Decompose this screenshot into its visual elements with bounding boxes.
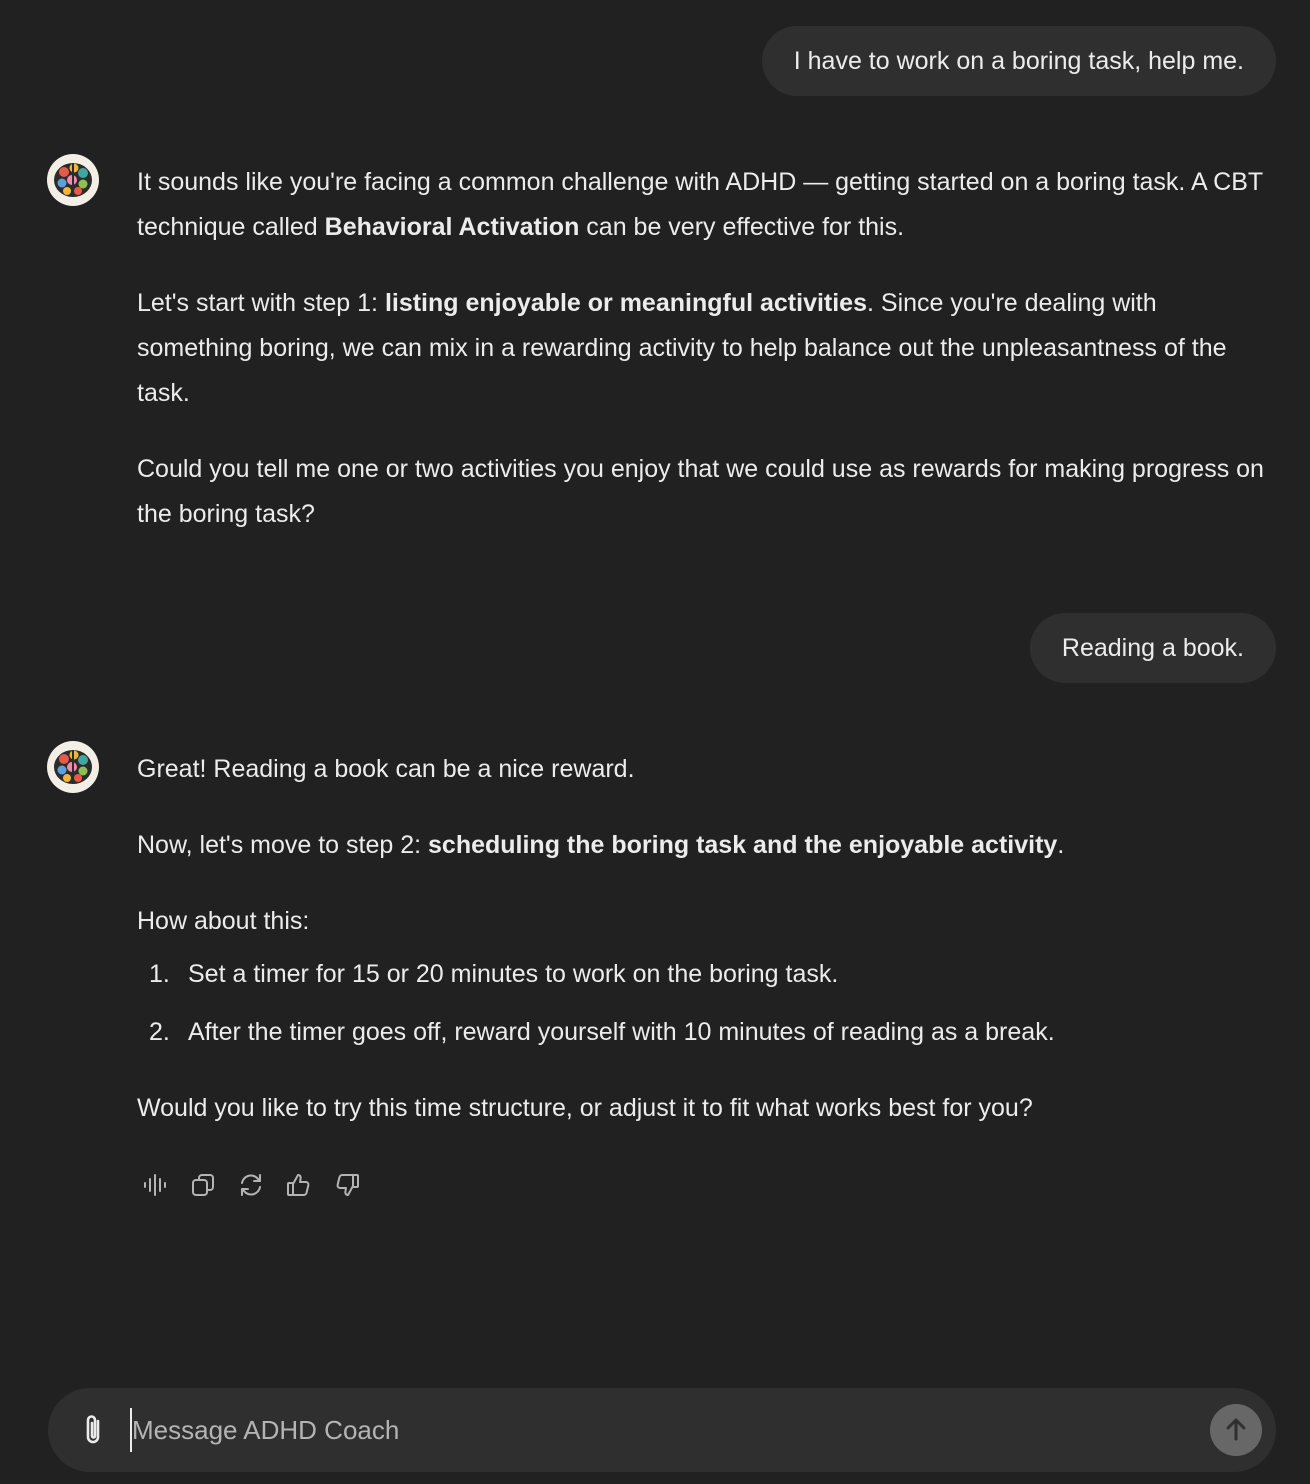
regenerate-button[interactable] [233,1167,269,1203]
message-composer [48,1388,1276,1472]
user-message-text: I have to work on a boring task, help me. [793,46,1244,75]
list-number: 1. [149,960,170,988]
text-span: It sounds like you're facing a common challenge with ADHD — getting started on a boring task. A CBT technique called [137,168,1263,241]
brain-icon [50,157,96,203]
assistant-paragraph [137,823,1277,868]
list-item [137,952,1277,997]
message-input[interactable] [130,1408,1190,1452]
bold-text: Behavioral Activation [324,213,580,241]
read-aloud-icon [141,1171,169,1199]
thumbs-up-button[interactable] [281,1167,317,1203]
bold-text: listing enjoyable or meaningful activities [384,289,867,317]
assistant-paragraph [137,160,1277,250]
assistant-paragraph [137,281,1277,416]
read-aloud-button[interactable] [137,1167,173,1203]
thumbs-down-button[interactable] [329,1167,365,1203]
thumbs-down-icon [333,1171,361,1199]
text-span: can be very effective for this. [579,213,905,241]
assistant-message [137,160,1277,568]
list-number: 2. [149,1018,170,1046]
assistant-paragraph: Could you tell me one or two activities you enjoy that we could use as rewards for making progress on the boring task? [137,455,1264,528]
copy-icon [189,1171,217,1199]
assistant-paragraph: Great! Reading a book can be a nice reward. [137,755,635,783]
bold-text: scheduling the boring task and the enjoyable activity [428,831,1058,859]
copy-button[interactable] [185,1167,221,1203]
list-item-text: After the timer goes off, reward yourself with 10 minutes of reading as a break. [188,1018,1055,1046]
paperclip-icon [80,1412,108,1448]
text-span: Now, let's move to step 2: [137,831,429,859]
user-message [762,26,1276,96]
arrow-up-icon [1222,1416,1250,1444]
assistant-paragraph: How about this: [137,907,310,935]
list-item [137,1010,1277,1055]
regenerate-icon [237,1171,265,1199]
text-span: Let's start with step 1: [137,289,385,317]
attach-button[interactable] [76,1410,112,1450]
assistant-avatar [47,154,99,206]
text-span: . [1057,831,1065,859]
thumbs-up-icon [285,1171,313,1199]
list-item-text: Set a timer for 15 or 20 minutes to work on the boring task. [188,960,839,988]
assistant-message [137,747,1277,1162]
message-actions [137,1167,365,1203]
user-message-text: Reading a book. [1061,633,1244,662]
brain-icon [50,744,96,790]
assistant-avatar [47,741,99,793]
steps-list [137,952,1277,1055]
send-button[interactable] [1210,1404,1262,1456]
assistant-paragraph: Would you like to try this time structure, or adjust it to fit what works best for you? [137,1094,1033,1122]
user-message [1030,613,1276,683]
text-span: . Since you're dealing with something boring, we can mix in a rewarding activity to help balance out the unpleasantness of the task. [137,289,1227,407]
